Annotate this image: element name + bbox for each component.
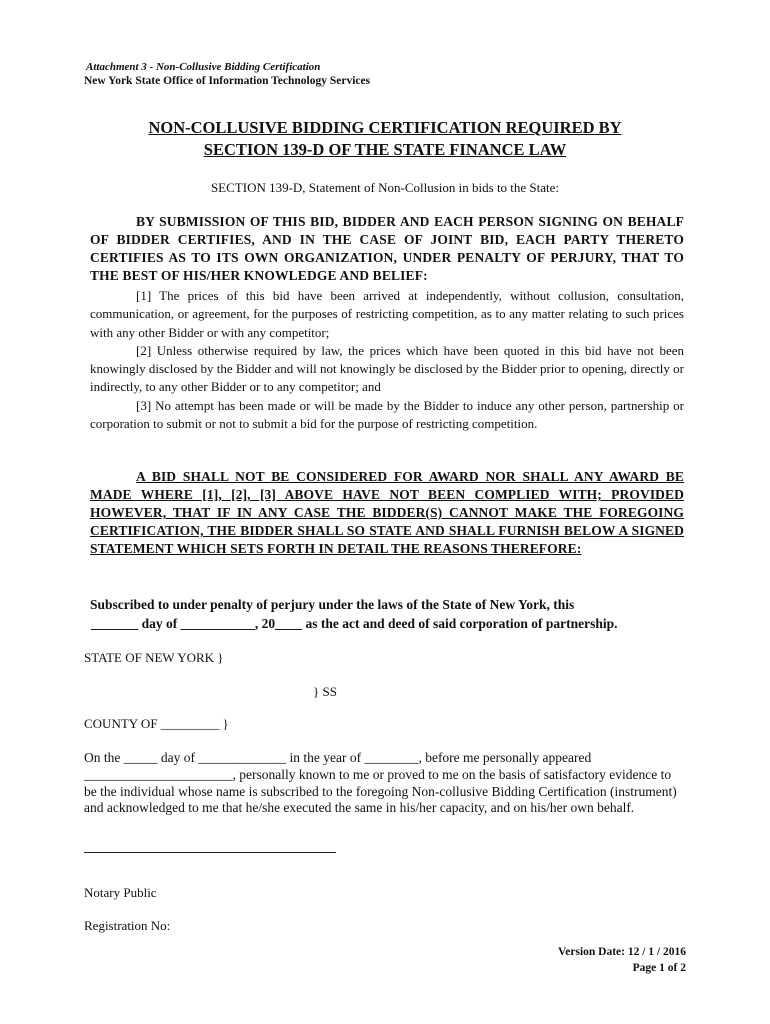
certification-statement: BY SUBMISSION OF THIS BID, BIDDER AND EACH PERSON SIGNING ON BEHALF OF BIDDER CERTIFIES, AND IN THE CASE OF JOINT BID, EACH PARTY THERETO CERTIFIES AS TO ITS OWN ORGANIZATION, UNDER PENALTY OF PERJURY, THAT TO THE BEST OF HIS/HER KNOWLEDGE AND BELIEF: [90, 214, 684, 283]
county-line: COUNTY OF _________ } [84, 716, 229, 731]
notary-public-label: Notary Public [84, 885, 157, 900]
subscribed-line-1: Subscribed to under penalty of perjury under the laws of the State of New York, this [90, 597, 575, 612]
document-title-line-2: SECTION 139-D OF THE STATE FINANCE LAW [203, 140, 567, 159]
subscribed-line-2: _______ day of ___________, 20____ as the act and deed of said corporation of partnership. [91, 615, 618, 631]
notary-acknowledgment: On the _____ day of _____________ in the year of ________, before me personally appeared ______________________, personally known to me or proved to me on the basis of satisfactory evidence to be the individual whose name is subscribed to the foregoing Non-collusive Bidding Certification (instrument) and acknowledged to me that he/she executed the same in his/her capacity, and on his/her own behalf. [84, 750, 677, 816]
subscribed-statement [90, 596, 684, 633]
certification-item-1: [1] The prices of this bid have been arrived at independently, without collusion, consultation, communication, or agreement, for the purposes of restricting competition, as to any matter relating to such prices with any other Bidder or with any competitor; [90, 288, 684, 340]
certification-items [90, 287, 684, 433]
page-number: Page 1 of 2 [632, 962, 686, 974]
certification-item-2: [2] Unless otherwise required by law, the prices which have been quoted in this bid have not been knowingly disclosed by the Bidder and will not knowingly be disclosed by the Bidder prior to opening, directly or indirectly, to any other Bidder or to any competitor; and [90, 342, 684, 395]
state-line: STATE OF NEW YORK } [84, 650, 224, 665]
version-date: Version Date: 12 / 1 / 2016 [558, 946, 686, 958]
attachment-header: Attachment 3 - Non-Collusive Bidding Certification [86, 61, 321, 73]
agency-header: New York State Office of Information Technology Services [84, 75, 371, 87]
signature-line [84, 852, 336, 853]
award-clause: A BID SHALL NOT BE CONSIDERED FOR AWARD NOR SHALL ANY AWARD BE MADE WHERE [1], [2], [3] ABOVE HAVE NOT BEEN COMPLIED WITH; PROVIDED HOWEVER, THAT IF IN ANY CASE THE BIDDER(S) CANNOT MAKE THE FOREGOING CERTIFICATION, THE BIDDER SHALL SO STATE AND SHALL FURNISH BELOW A SIGNED STATEMENT WHICH SETS FORTH IN DETAIL THE REASONS THEREFORE: [90, 469, 684, 556]
ss-line: } SS [313, 684, 337, 699]
registration-label: Registration No: [84, 918, 171, 933]
document-title-line-1: NON-COLLUSIVE BIDDING CERTIFICATION REQUIRED BY [148, 118, 622, 137]
section-subtitle: SECTION 139-D, Statement of Non-Collusion in bids to the State: [210, 180, 560, 195]
certification-item-3: [3] No attempt has been made or will be made by the Bidder to induce any other person, partnership or corporation to submit or not to submit a bid for the purpose of restricting competition. [90, 397, 684, 432]
